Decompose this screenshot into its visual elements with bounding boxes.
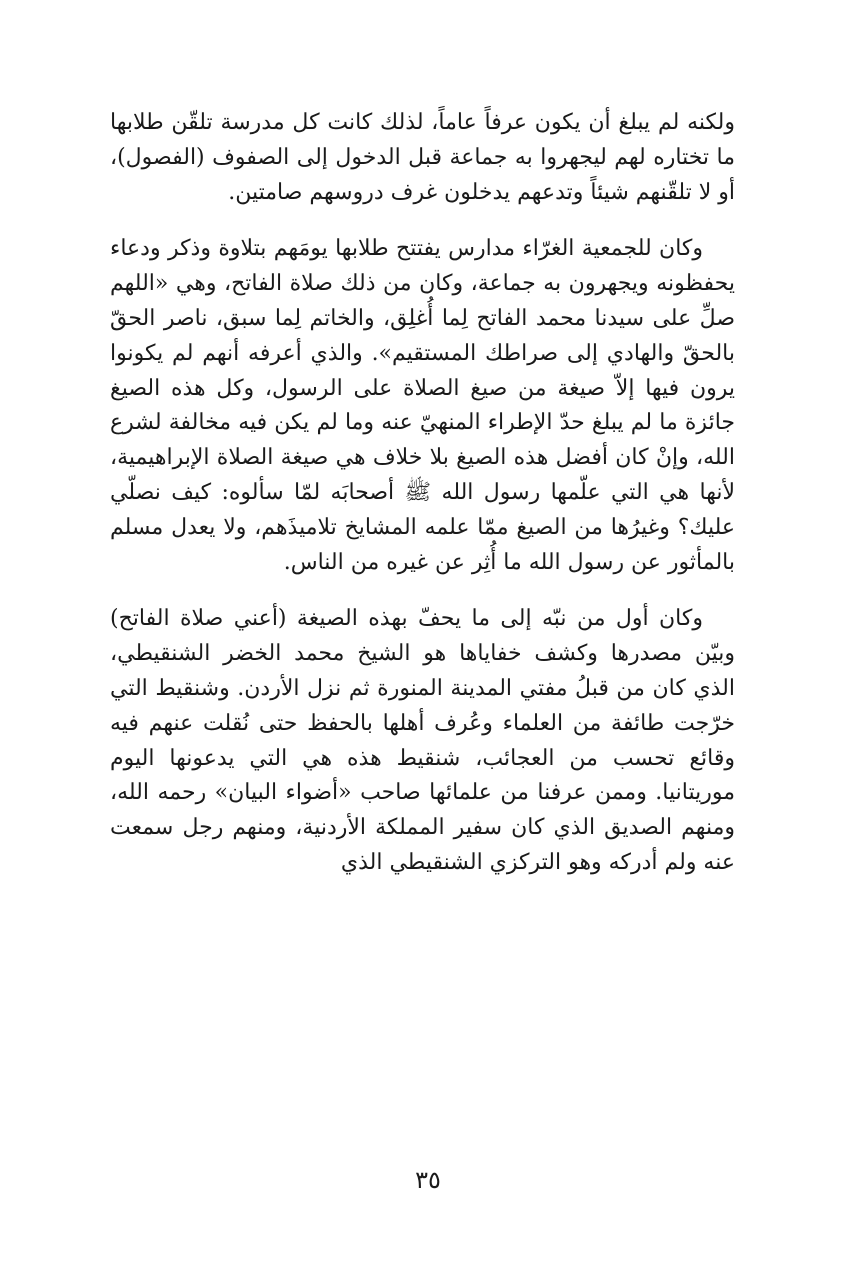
paragraph-3: وكان أول من نبّه إلى ما يحفّ بهذه الصيغة (أعني صلاة الفاتح) وبيّن مصدرها وكشف خفاياها هو الشيخ محمد الخضر الشنقيطي، الذي كان من قبلُ مفتي المدينة المنورة ثم نزل الأردن. وشنقيط التي خرّجت طائفة من العلماء وعُرف أهلها بالحفظ حتى نُقلت عنهم فيه وقائع تحسب من العجائب، شنقيط هذه هي التي يدعونها اليوم موريتانيا. وممن عرفنا من علمائها صاحب «أضواء البيان» رحمه الله، ومنهم الصديق الذي كان سفير المملكة الأردنية، ومنهم رجل سمعت عنه ولم أدركه وهو التركزي الشنقيطي الذي	[110, 606, 735, 875]
paragraph-2: وكان للجمعية الغرّاء مدارس يفتتح طلابها يومَهم بتلاوة وذكر ودعاء يحفظونه ويجهرون به جماعة، وكان من ذلك صلاة الفاتح، وهي «اللهم صلِّ على سيدنا محمد الفاتح لِما أُغلِق، والخاتم لِما سبق، ناصر الحقّ بالحقّ والهادي إلى صراطك المستقيم». والذي أعرفه أنهم لم يكونوا يرون فيها إلاّ صيغة من صيغ الصلاة على الرسول، وكل هذه الصيغ جائزة ما لم يبلغ حدّ الإطراء المنهيّ عنه وما لم يكن فيه مخالفة لشرع الله، وإنْ كان أفضل هذه الصيغ بلا خلاف هي صيغة الصلاة الإبراهيمية، لأنها هي التي علّمها رسول الله ﷺ أصحابَه لمّا سألوه: كيف نصلّي عليك؟ وغيرُها من الصيغ ممّا علمه المشايخ تلاميذَهم، ولا يعدل مسلم بالمأثور عن رسول الله ما أُثِر عن غيره من الناس.	[110, 236, 735, 575]
page-number: ٣٥	[415, 1166, 441, 1194]
paragraph-1: ولكنه لم يبلغ أن يكون عرفاً عاماً، لذلك كانت كل مدرسة تلقّن طلابها ما تختاره لهم ليجهروا به جماعة قبل الدخول إلى الصفوف (الفصول)، أو لا تلقّنهم شيئاً وتدعهم يدخلون غرف دروسهم صامتين.	[110, 110, 735, 205]
page-body	[110, 106, 735, 881]
